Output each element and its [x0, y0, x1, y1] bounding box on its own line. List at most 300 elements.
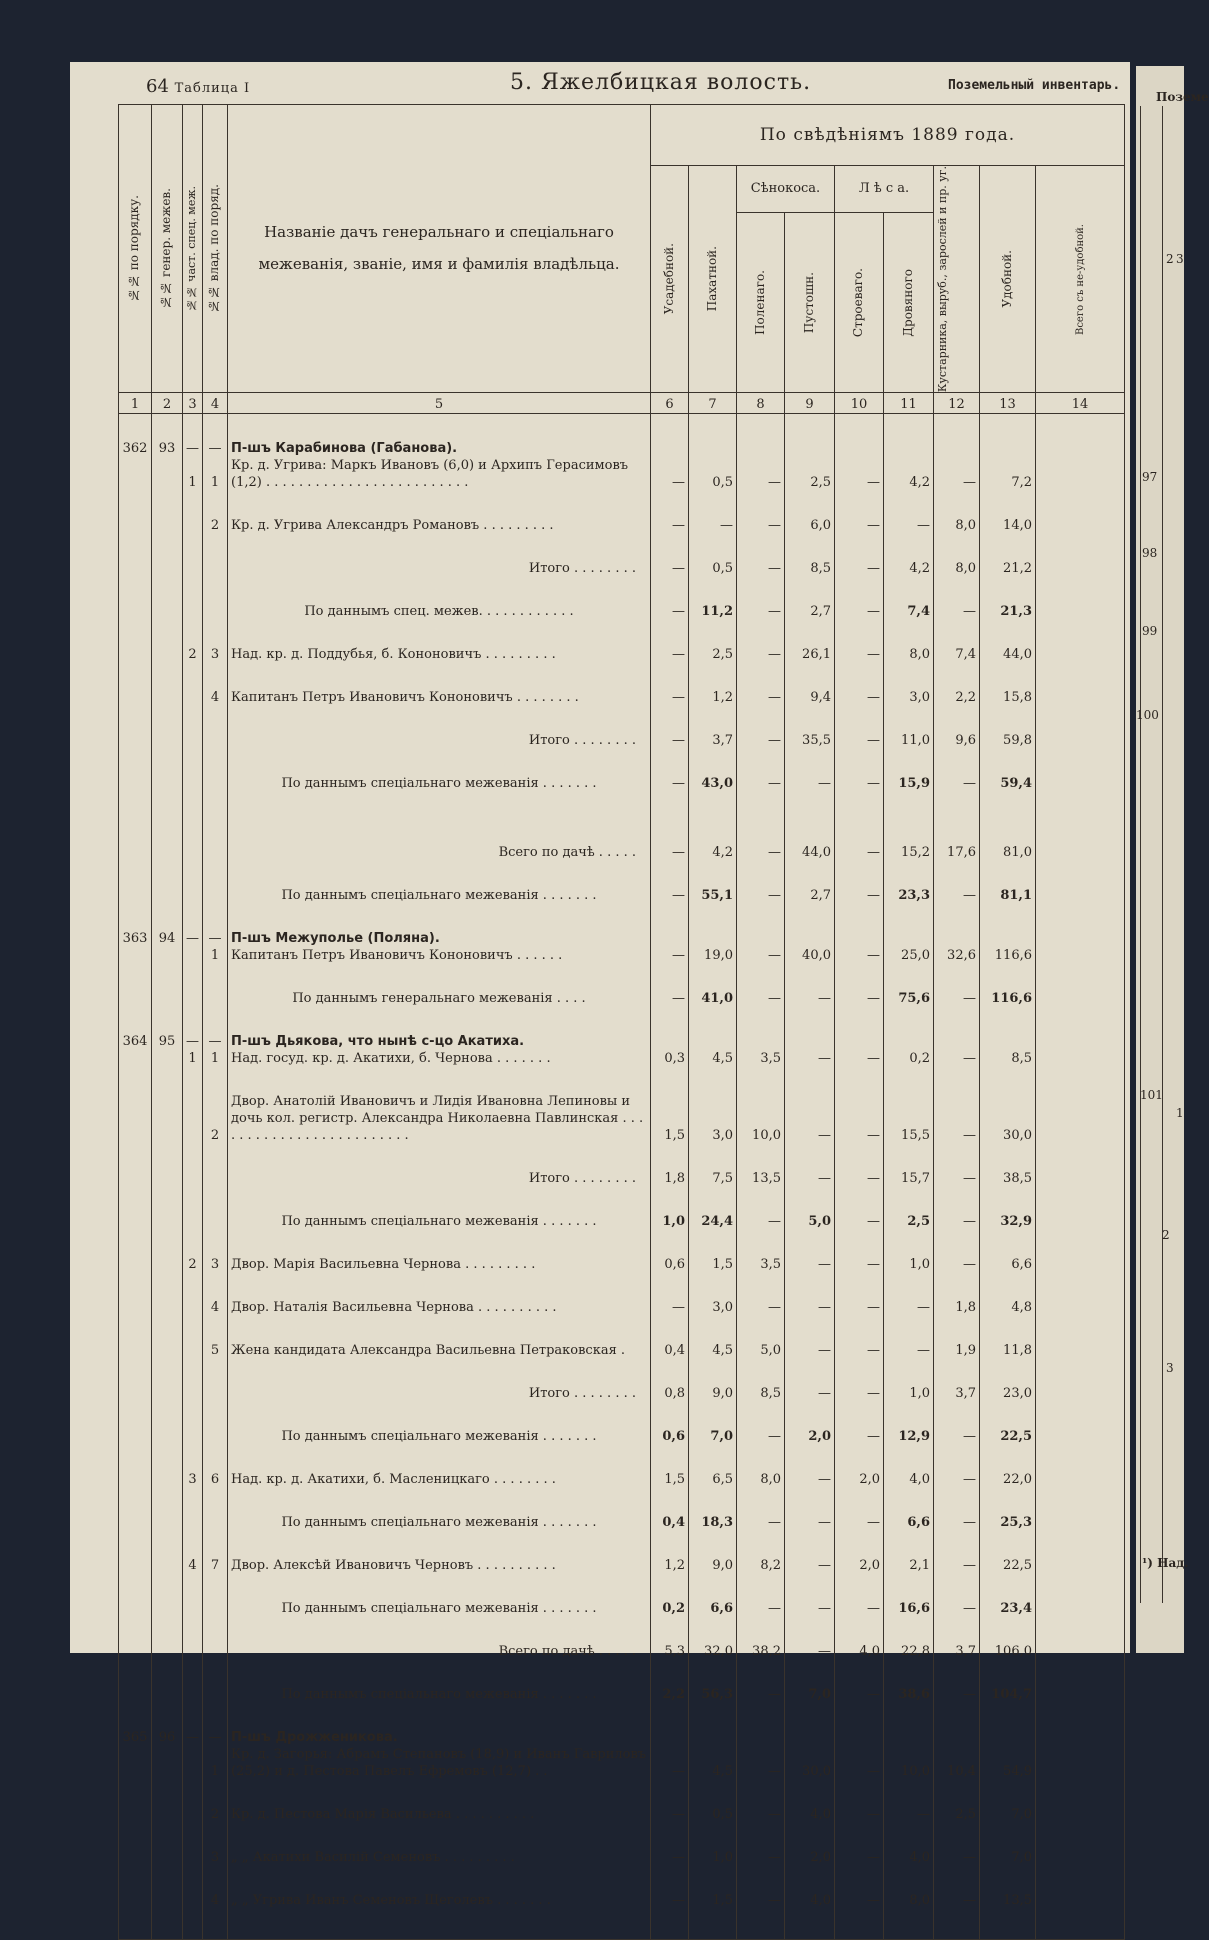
- spacer-cell: [980, 1823, 1036, 1849]
- value-cell: 22,5: [980, 1428, 1036, 1445]
- spacer-cell: [785, 1617, 835, 1643]
- spacer-cell: [934, 1866, 980, 1892]
- row-index-c1: [119, 1514, 152, 1531]
- spacer-cell: [884, 1574, 934, 1600]
- spacer-cell: [651, 414, 689, 440]
- value-cell: 8,5: [737, 1385, 785, 1402]
- value-cell: 38,5: [980, 1170, 1036, 1187]
- column-number-row: [119, 393, 1125, 414]
- spacer-cell: [152, 1660, 183, 1686]
- spacer-cell: [651, 749, 689, 775]
- spacer-cell: [737, 1703, 785, 1729]
- spacer-cell: [980, 904, 1036, 930]
- row-index-c1: 365: [119, 1729, 152, 1746]
- row-index-c4: [203, 1643, 228, 1660]
- value-cell: [1036, 1892, 1125, 1909]
- spacer-cell: [785, 1574, 835, 1600]
- spacer-cell: [228, 749, 651, 775]
- owner-name: „ „ Угрива Иванъ Семеновъ Щеголевъ . . . . . . .: [228, 1892, 651, 1909]
- spacer-cell: [1036, 1230, 1125, 1256]
- value-cell: —: [835, 1385, 884, 1402]
- value-cell: 3,0: [689, 1093, 737, 1144]
- spacer-cell: [152, 1007, 183, 1033]
- row-index-c2: [152, 646, 183, 663]
- spacer-cell: [119, 414, 152, 440]
- value-cell: —: [785, 1170, 835, 1187]
- value-cell: [1036, 517, 1125, 534]
- spacer-cell: [884, 1531, 934, 1557]
- spacer-cell: [152, 1531, 183, 1557]
- row-index-c4: [203, 1385, 228, 1402]
- value-cell: —: [884, 1806, 934, 1823]
- spacer-cell: [119, 1531, 152, 1557]
- value-cell: —: [651, 1746, 689, 1780]
- value-cell: —: [835, 1849, 884, 1866]
- value-cell: 3,0: [884, 689, 934, 706]
- spacer-cell: [934, 1660, 980, 1686]
- value-cell: [1036, 844, 1125, 861]
- value-cell: 106,0: [980, 1643, 1036, 1660]
- spacer-cell: [152, 1230, 183, 1256]
- column-number: 5: [228, 393, 651, 414]
- spacer-cell: [183, 1823, 203, 1849]
- row-index-c1: [119, 1256, 152, 1273]
- row-index-c4: 3: [203, 646, 228, 663]
- value-cell: 2,5: [934, 1806, 980, 1823]
- spacer-cell: [980, 792, 1036, 818]
- spacer-cell: [980, 1780, 1036, 1806]
- row-index-c3: —: [183, 930, 203, 947]
- spacer-cell: [203, 1316, 228, 1342]
- spacer-cell: [203, 1067, 228, 1093]
- spacer-cell: [203, 1402, 228, 1428]
- row-index-c3: —: [183, 1033, 203, 1050]
- owner-name: Кр. д. Угрива: Маркъ Ивановъ (6,0) и Архипъ Герасимовъ (1,2) . . . . . . . . . . . . . . . . . . . . . . . . .: [228, 457, 651, 491]
- spacer-cell: [228, 818, 651, 844]
- spacer-cell: [785, 1703, 835, 1729]
- spacer-cell: [884, 1617, 934, 1643]
- spacer-cell: [884, 414, 934, 440]
- value-cell: —: [835, 1170, 884, 1187]
- row-index-c2: [152, 1342, 183, 1359]
- spacer-cell: [689, 1866, 737, 1892]
- spacer-cell: [884, 491, 934, 517]
- row-index-c2: [152, 1050, 183, 1067]
- value-cell: [934, 930, 980, 947]
- spacer-cell: [183, 904, 203, 930]
- row-index-c2: [152, 1428, 183, 1445]
- spacer-cell: [119, 1067, 152, 1093]
- value-cell: 8,0: [934, 560, 980, 577]
- value-cell: [835, 440, 884, 457]
- value-cell: —: [651, 732, 689, 749]
- spacer-row: [119, 414, 1125, 440]
- row-index-c4: [203, 775, 228, 792]
- value-cell: —: [835, 1213, 884, 1230]
- spacer-cell: [884, 792, 934, 818]
- row-index-c1: [119, 1385, 152, 1402]
- spacer-cell: [835, 1574, 884, 1600]
- spacer-cell: [203, 1187, 228, 1213]
- spacer-cell: [119, 1273, 152, 1299]
- spacer-cell: [228, 1316, 651, 1342]
- value-cell: 15,2: [884, 844, 934, 861]
- spacer-cell: [183, 1144, 203, 1170]
- value-cell: —: [835, 1514, 884, 1531]
- spacer-cell: [785, 1144, 835, 1170]
- value-cell: 1,0: [689, 1849, 737, 1866]
- spacer-cell: [689, 1703, 737, 1729]
- value-cell: —: [934, 1892, 980, 1909]
- spacer-cell: [689, 1488, 737, 1514]
- spacer-cell: [835, 1780, 884, 1806]
- spacer-cell: [119, 861, 152, 887]
- row-index-c4: 3: [203, 1256, 228, 1273]
- row-index-c4: 1: [203, 1746, 228, 1780]
- spacer-cell: [119, 1660, 152, 1686]
- value-cell: 24,4: [689, 1213, 737, 1230]
- value-cell: 35,5: [785, 732, 835, 749]
- value-cell: 4,0: [785, 1892, 835, 1909]
- spacer-cell: [651, 1230, 689, 1256]
- table-row: [119, 689, 1125, 706]
- spacer-cell: [183, 1780, 203, 1806]
- spacer-cell: [835, 1359, 884, 1385]
- spacer-cell: [689, 1273, 737, 1299]
- col-head-12: Кустарника, выруб., зарослей и пр. уг.: [934, 166, 980, 393]
- table-row: [119, 1746, 1125, 1780]
- spacer-cell: [884, 1909, 934, 1940]
- value-cell: —: [835, 457, 884, 491]
- owner-name: По даннымъ спеціальнаго межеванія . . . . . . .: [228, 1686, 651, 1703]
- spacer-cell: [1036, 1780, 1125, 1806]
- value-cell: 15,5: [884, 1093, 934, 1144]
- row-index-c2: [152, 1514, 183, 1531]
- spacer-cell: [689, 1531, 737, 1557]
- value-cell: 22,8: [884, 1643, 934, 1660]
- value-cell: 30,0: [980, 1093, 1036, 1144]
- value-cell: 4,5: [689, 1746, 737, 1780]
- row-index-c3: 3: [183, 1471, 203, 1488]
- value-cell: —: [737, 603, 785, 620]
- row-index-c4: [203, 844, 228, 861]
- column-number: 3: [183, 393, 203, 414]
- spacer-cell: [183, 1909, 203, 1940]
- row-index-c3: [183, 775, 203, 792]
- value-cell: [980, 1033, 1036, 1050]
- row-index-c3: [183, 1849, 203, 1866]
- column-number: 6: [651, 393, 689, 414]
- value-cell: —: [934, 1557, 980, 1574]
- spacer-cell: [737, 1445, 785, 1471]
- value-cell: 1,0: [651, 1213, 689, 1230]
- spacer-cell: [1036, 491, 1125, 517]
- spacer-cell: [884, 1007, 934, 1033]
- spacer-cell: [934, 1823, 980, 1849]
- next-page-rule: [1140, 106, 1141, 1603]
- value-cell: 8,0: [934, 517, 980, 534]
- value-cell: —: [651, 1849, 689, 1866]
- spacer-cell: [152, 534, 183, 560]
- spacer-cell: [934, 964, 980, 990]
- spacer-cell: [1036, 964, 1125, 990]
- value-cell: 3,5: [737, 1256, 785, 1273]
- spacer-cell: [1036, 706, 1125, 732]
- spacer-cell: [228, 1909, 651, 1940]
- row-index-c3: [183, 990, 203, 1007]
- spacer-cell: [119, 1402, 152, 1428]
- row-index-c1: [119, 775, 152, 792]
- spacer-cell: [835, 1402, 884, 1428]
- spacer-cell: [934, 1187, 980, 1213]
- group-head-forest: Л ѣ с а.: [835, 166, 934, 213]
- spacer-cell: [203, 534, 228, 560]
- row-index-c3: 2: [183, 646, 203, 663]
- value-cell: [1036, 1686, 1125, 1703]
- spacer-cell: [934, 1359, 980, 1385]
- value-cell: 32,6: [934, 947, 980, 964]
- value-cell: [1036, 1514, 1125, 1531]
- table-row: [119, 990, 1125, 1007]
- table-row: [119, 930, 1125, 947]
- spacer-cell: [785, 1402, 835, 1428]
- spacer-cell: [884, 1359, 934, 1385]
- spacer-cell: [884, 1703, 934, 1729]
- spacer-cell: [689, 706, 737, 732]
- spacer-cell: [152, 577, 183, 603]
- estate-heading: П-шъ Дьякова, что нынѣ с-цо Акатиха.: [228, 1033, 651, 1050]
- spacer-row: [119, 1703, 1125, 1729]
- spacer-cell: [203, 792, 228, 818]
- spacer-cell: [152, 818, 183, 844]
- value-cell: [737, 930, 785, 947]
- value-cell: —: [651, 775, 689, 792]
- spacer-cell: [835, 1488, 884, 1514]
- table-row: [119, 887, 1125, 904]
- spacer-cell: [689, 414, 737, 440]
- value-cell: —: [737, 887, 785, 904]
- spacer-cell: [884, 534, 934, 560]
- value-cell: [689, 1033, 737, 1050]
- spacer-cell: [980, 1144, 1036, 1170]
- spacer-cell: [737, 663, 785, 689]
- spacer-cell: [934, 1144, 980, 1170]
- row-index-c2: [152, 1256, 183, 1273]
- spacer-cell: [737, 534, 785, 560]
- spacer-cell: [1036, 1823, 1125, 1849]
- spacer-cell: [737, 792, 785, 818]
- row-index-c4: 4: [203, 1299, 228, 1316]
- row-index-c2: [152, 1746, 183, 1780]
- value-cell: 8,0: [737, 1471, 785, 1488]
- spacer-cell: [203, 1866, 228, 1892]
- value-cell: 6,6: [884, 1514, 934, 1531]
- spacer-row: [119, 620, 1125, 646]
- row-index-c3: [183, 1170, 203, 1187]
- value-cell: —: [651, 1806, 689, 1823]
- row-index-c4: 2: [203, 1093, 228, 1144]
- spacer-cell: [689, 792, 737, 818]
- row-index-c2: [152, 775, 183, 792]
- spacer-cell: [152, 1780, 183, 1806]
- row-index-c1: [119, 1746, 152, 1780]
- table-row: [119, 1686, 1125, 1703]
- spacer-cell: [980, 1007, 1036, 1033]
- table-row: [119, 1299, 1125, 1316]
- spacer-cell: [737, 1316, 785, 1342]
- value-cell: 10,0: [737, 1093, 785, 1144]
- value-cell: 3,0: [689, 1299, 737, 1316]
- value-cell: —: [835, 1299, 884, 1316]
- table-row: [119, 1600, 1125, 1617]
- spacer-cell: [1036, 663, 1125, 689]
- spacer-cell: [183, 534, 203, 560]
- spacer-cell: [785, 792, 835, 818]
- row-index-c1: [119, 1892, 152, 1909]
- spacer-cell: [884, 1445, 934, 1471]
- spacer-cell: [689, 1445, 737, 1471]
- spacer-cell: [1036, 1866, 1125, 1892]
- value-cell: 2,2: [934, 689, 980, 706]
- value-cell: 13,5: [980, 1892, 1036, 1909]
- value-cell: —: [835, 1256, 884, 1273]
- value-cell: 41,0: [689, 990, 737, 1007]
- spacer-cell: [785, 663, 835, 689]
- spacer-cell: [651, 1488, 689, 1514]
- spacer-cell: [835, 964, 884, 990]
- spacer-cell: [228, 534, 651, 560]
- spacer-cell: [651, 1144, 689, 1170]
- value-cell: [1036, 990, 1125, 1007]
- owner-name: Итого . . . . . . . .: [228, 560, 651, 577]
- row-index-c3: [183, 560, 203, 577]
- value-cell: 4,2: [689, 844, 737, 861]
- spacer-cell: [884, 964, 934, 990]
- row-index-c4: 1: [203, 457, 228, 491]
- value-cell: —: [737, 1213, 785, 1230]
- spacer-cell: [152, 1316, 183, 1342]
- value-cell: [785, 930, 835, 947]
- value-cell: 4,5: [689, 1050, 737, 1067]
- spacer-cell: [228, 964, 651, 990]
- spacer-cell: [228, 792, 651, 818]
- spacer-cell: [835, 1866, 884, 1892]
- value-cell: 23,4: [980, 1600, 1036, 1617]
- row-index-c1: 364: [119, 1033, 152, 1050]
- column-number: 13: [980, 393, 1036, 414]
- spacer-cell: [1036, 1488, 1125, 1514]
- value-cell: [1036, 1557, 1125, 1574]
- spacer-cell: [980, 1445, 1036, 1471]
- spacer-cell: [228, 1230, 651, 1256]
- spacer-cell: [228, 1007, 651, 1033]
- spacer-cell: [1036, 1316, 1125, 1342]
- spacer-cell: [183, 620, 203, 646]
- next-page-number: 97: [1142, 470, 1158, 484]
- row-index-c3: [183, 603, 203, 620]
- spacer-cell: [934, 414, 980, 440]
- spacer-row: [119, 904, 1125, 930]
- value-cell: [835, 1033, 884, 1050]
- col-head-8: Поленаго.: [737, 212, 785, 393]
- col-head-3: №№ част. спец. меж.: [183, 105, 203, 393]
- row-index-c3: [183, 1746, 203, 1780]
- value-cell: [1036, 1471, 1125, 1488]
- value-cell: 7,0: [980, 1806, 1036, 1823]
- value-cell: [1036, 689, 1125, 706]
- column-number: 10: [835, 393, 884, 414]
- spacer-cell: [119, 749, 152, 775]
- spacer-cell: [651, 1402, 689, 1428]
- spacer-cell: [1036, 534, 1125, 560]
- row-index-c2: [152, 1213, 183, 1230]
- spacer-cell: [119, 818, 152, 844]
- value-cell: 7,5: [689, 1170, 737, 1187]
- spacer-cell: [785, 491, 835, 517]
- spacer-cell: [119, 491, 152, 517]
- value-cell: 81,0: [980, 844, 1036, 861]
- spacer-cell: [183, 1617, 203, 1643]
- spacer-cell: [884, 1316, 934, 1342]
- spacer-cell: [203, 1007, 228, 1033]
- value-cell: [884, 1729, 934, 1746]
- row-index-c4: —: [203, 1033, 228, 1050]
- spacer-cell: [651, 1617, 689, 1643]
- spacer-cell: [203, 861, 228, 887]
- value-cell: 56,3: [689, 1686, 737, 1703]
- spacer-cell: [183, 861, 203, 887]
- spacer-cell: [203, 1909, 228, 1940]
- spacer-cell: [152, 706, 183, 732]
- value-cell: [785, 440, 835, 457]
- spacer-cell: [119, 577, 152, 603]
- spacer-cell: [785, 1067, 835, 1093]
- value-cell: 0,6: [651, 1428, 689, 1445]
- value-cell: 26,1: [785, 646, 835, 663]
- value-cell: 3,7: [934, 1385, 980, 1402]
- spacer-cell: [980, 818, 1036, 844]
- spacer-cell: [152, 1866, 183, 1892]
- spacer-cell: [1036, 1007, 1125, 1033]
- value-cell: 1,9: [934, 1342, 980, 1359]
- value-cell: —: [737, 990, 785, 1007]
- spacer-cell: [152, 1703, 183, 1729]
- row-index-c4: 5: [203, 1342, 228, 1359]
- row-index-c2: [152, 844, 183, 861]
- spacer-cell: [785, 1359, 835, 1385]
- spacer-cell: [119, 964, 152, 990]
- value-cell: —: [651, 1299, 689, 1316]
- spacer-cell: [152, 1909, 183, 1940]
- value-cell: 2,5: [785, 457, 835, 491]
- spacer-cell: [119, 792, 152, 818]
- value-cell: [1036, 947, 1125, 964]
- row-index-c3: —: [183, 440, 203, 457]
- page-title: 5. Яжелбицкая волость.: [510, 70, 812, 95]
- spacer-cell: [835, 749, 884, 775]
- spacer-row: [119, 706, 1125, 732]
- row-index-c1: [119, 517, 152, 534]
- spacer-cell: [934, 706, 980, 732]
- spacer-row: [119, 1273, 1125, 1299]
- row-index-c4: [203, 1514, 228, 1531]
- value-cell: —: [835, 1342, 884, 1359]
- owner-name: Над. госуд. кр. д. Акатихи, б. Чернова . . . . . . .: [228, 1050, 651, 1067]
- value-cell: [835, 930, 884, 947]
- row-index-c2: [152, 1643, 183, 1660]
- page-header-right: Поземельный инвентарь.: [948, 78, 1121, 93]
- spacer-row: [119, 1823, 1125, 1849]
